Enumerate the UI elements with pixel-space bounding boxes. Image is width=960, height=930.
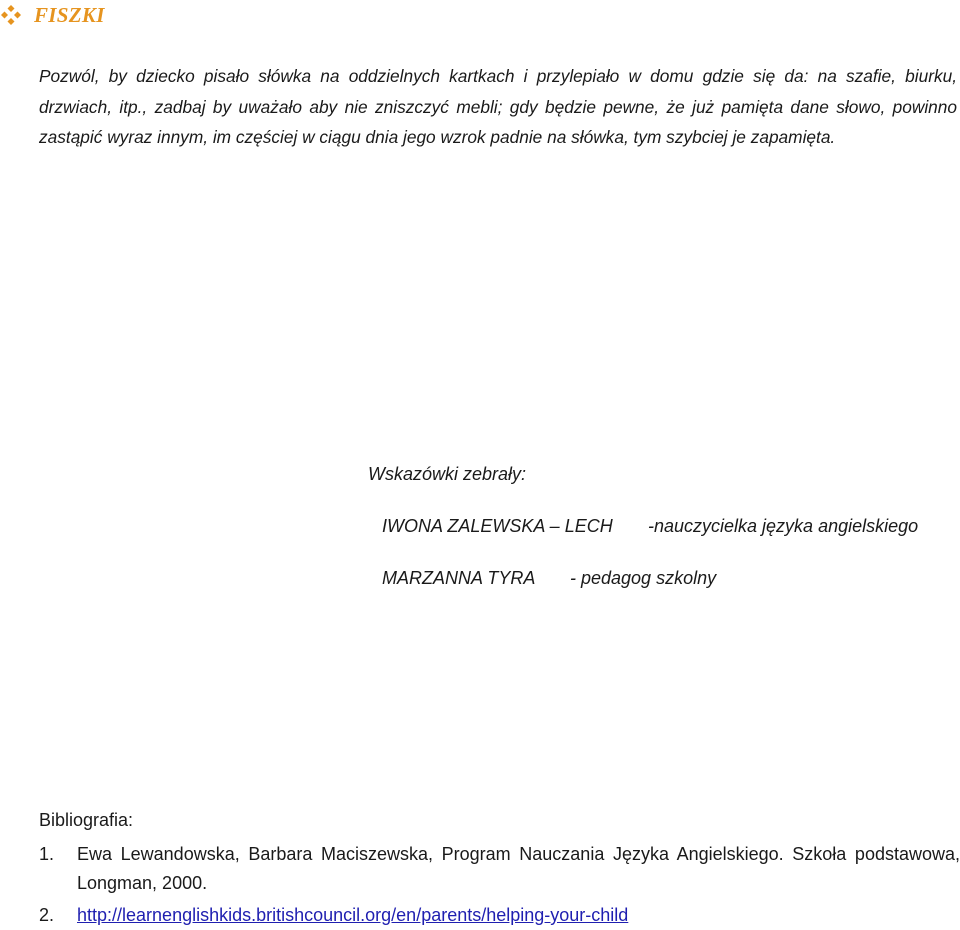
credit-role: - pedagog szkolny	[570, 568, 717, 588]
bibliography-link[interactable]: http://learnenglishkids.britishcouncil.org/en/parents/helping-your-child	[77, 905, 629, 925]
bibliography-number: 2.	[39, 905, 55, 925]
section-heading	[0, 0, 105, 30]
credit-row	[382, 568, 717, 589]
section-title: FISZKI	[34, 2, 105, 27]
credits-heading: Wskazówki zebrały:	[368, 464, 527, 484]
bibliography-text: Ewa Lewandowska, Barbara Maciszewska, Program Nauczania Języka Angielskiego. Szkoła podstawowa, Longman, 2000.	[77, 844, 960, 893]
intro-paragraph: Pozwól, by dziecko pisało słówka na oddzielnych kartkach i przylepiało w domu gdzie się da: na szafie, biurku, drzwiach, itp., zadbaj by uważało aby nie zniszczyć mebli; gdy będzie pewne, że już pamięta dane słowo, powinno zastąpić wyraz innym, im częściej w ciągu dnia jego wzrok padnie na słówka, tym szybciej je zapamięta.	[39, 66, 957, 148]
credit-role: -nauczycielka języka angielskiego	[648, 516, 919, 536]
diamond-bullet-icon	[0, 4, 22, 26]
bibliography-item	[39, 840, 960, 898]
bibliography-item	[39, 901, 960, 930]
credit-row	[382, 516, 919, 537]
credit-name: IWONA ZALEWSKA – LECH	[382, 516, 613, 536]
credit-name: MARZANNA TYRA	[382, 568, 536, 588]
bibliography-number: 1.	[39, 844, 55, 864]
bibliography-heading: Bibliografia:	[39, 810, 134, 830]
